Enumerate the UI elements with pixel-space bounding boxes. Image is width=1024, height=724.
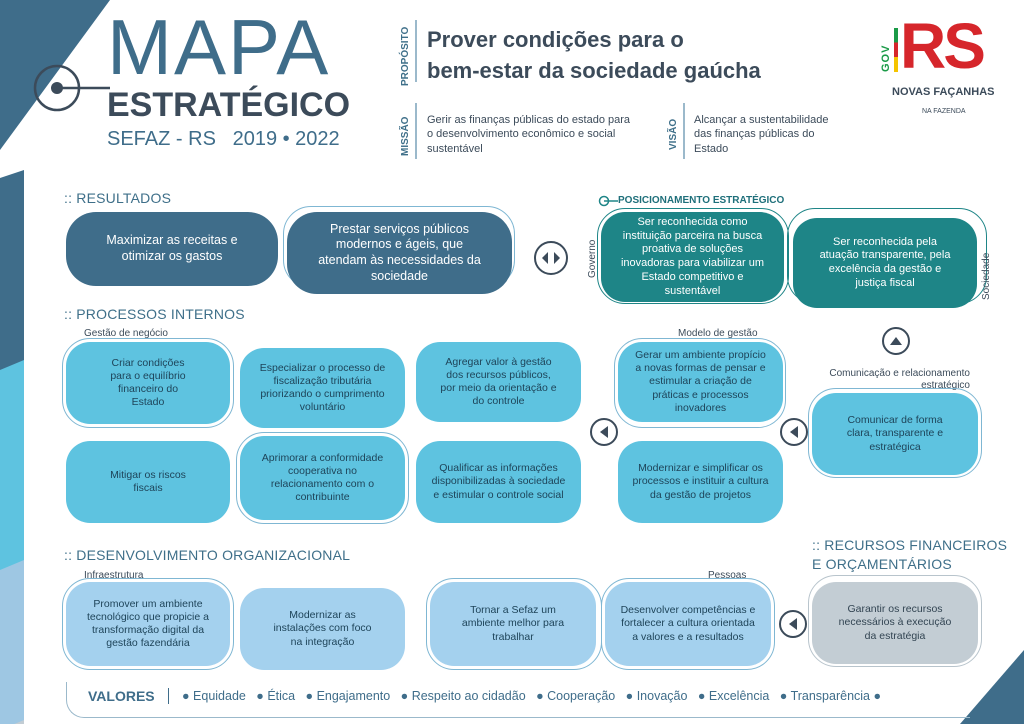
resultado-prestar-servicos: Prestar serviços públicos modernos e ágeis, que atendam às necessidades da sociedade (287, 212, 512, 294)
gestao-negocio-label: Gestão de negócio (84, 328, 168, 339)
valor-item: ● Ética (256, 689, 296, 703)
processo-qualificar-informacoes: Qualificar as informações disponibilizadas à sociedade e estimular o controle social (416, 441, 581, 523)
arrow-left-icon (590, 418, 618, 446)
visao-divider (683, 103, 685, 159)
proposito-line2: bem-estar da sociedade gaúcha (427, 58, 761, 83)
logo-flag-bar (894, 28, 898, 72)
posicionamento-parceira: Ser reconhecida como instituição parceira na busca proativa de soluções inovadoras para viabilizar um Estado competitivo e sustentável (601, 212, 784, 302)
arrow-left-icon-3 (779, 610, 807, 638)
visao-text: Alcançar a sustentabilidade das finanças públicas do Estado (694, 114, 829, 155)
resultados-title: :: RESULTADOS (64, 190, 172, 206)
target-small-icon (598, 195, 618, 207)
resultado-maximizar-receitas: Maximizar as receitas e otimizar os gastos (66, 212, 278, 286)
posicionamento-transparente: Ser reconhecida pela atuação transparente, pela excelência da gestão e justiça fiscal (793, 218, 977, 308)
gov-rs-logo (880, 10, 1010, 120)
processo-mitigar-riscos: Mitigar os riscos fiscais (66, 441, 230, 523)
desenvolvimento-ambiente-tecnologico: Promover um ambiente tecnológico que propicie a transformação digital da gestão fazendária (66, 582, 230, 666)
visao-label: VISÃO (668, 118, 679, 150)
valor-item: ● Respeito ao cidadão (400, 689, 526, 703)
arrow-up-icon (882, 327, 910, 355)
sociedade-label: Sociedade (981, 252, 992, 300)
logo-gov-text: GOV (880, 44, 892, 72)
processo-comunicar: Comunicar de forma clara, transparente e estratégica (812, 393, 978, 475)
valores-list (182, 689, 881, 703)
swap-arrows-icon (533, 240, 569, 276)
page-title: MAPA (107, 3, 331, 91)
proposito-line1: Prover condições para o (427, 27, 684, 52)
processo-equilibrio-financeiro: Criar condições para o equilíbrio financeiro do Estado (66, 342, 230, 424)
org-years: SEFAZ - RS 2019 • 2022 (107, 128, 340, 150)
target-icon (30, 63, 110, 113)
missao-label: MISSÃO (400, 116, 411, 156)
processo-fiscalizacao: Especializar o processo de fiscalização tributária priorizando o cumprimento voluntário (240, 348, 405, 428)
desenvolvimento-title: :: DESENVOLVIMENTO ORGANIZACIONAL (64, 547, 351, 563)
desenvolvimento-competencias: Desenvolver competências e fortalecer a cultura orientada a valores e a resultados (605, 582, 771, 666)
processo-ambiente-inovador: Gerar um ambiente propício a novas formas de pensar e estimular a criação de práticas e processos inovadores (618, 342, 783, 422)
valor-item: ● Transparência ● (779, 689, 882, 703)
processo-modernizar-processos: Modernizar e simplificar os processos e instituir a cultura da gestão de projetos (618, 441, 783, 523)
logo-sub: NA FAZENDA (922, 108, 966, 115)
processo-conformidade: Aprimorar a conformidade cooperativa no relacionamento com o contribuinte (240, 436, 405, 520)
valores-label: VALORES (88, 688, 155, 704)
pessoas-label: Pessoas (708, 570, 747, 581)
missao-divider (415, 103, 417, 159)
processo-agregar-valor: Agregar valor à gestão dos recursos públicos, por meio da orientação e do controle (416, 342, 581, 422)
desenvolvimento-modernizar-instalacoes: Modernizar as instalações com foco na integração (240, 588, 405, 670)
page-subtitle: ESTRATÉGICO (107, 86, 351, 124)
recursos-title-line2: E ORÇAMENTÁRIOS (812, 556, 952, 572)
valores-divider (168, 688, 169, 704)
logo-rs-text (900, 10, 983, 82)
modelo-gestao-label: Modelo de gestão (678, 328, 758, 339)
recursos-title-line1: :: RECURSOS FINANCEIROS (812, 537, 1008, 553)
infraestrutura-label: Infraestrutura (84, 570, 144, 581)
proposito-label: PROPÓSITO (400, 26, 411, 86)
logo-tagline: NOVAS FAÇANHAS (892, 86, 995, 98)
logo-rs: RS (900, 10, 983, 82)
desenvolvimento-tornar-sefaz: Tornar a Sefaz um ambiente melhor para trabalhar (430, 582, 596, 666)
recursos-garantir: Garantir os recursos necessários à execução da estratégia (812, 582, 978, 664)
processos-title: :: PROCESSOS INTERNOS (64, 306, 245, 322)
valor-item: ● Equidade (182, 689, 246, 703)
posicionamento-title: POSICIONAMENTO ESTRATÉGICO (618, 195, 785, 206)
valor-item: ● Engajamento (305, 689, 391, 703)
comunicacao-label-text: Comunicação e relacionamento estratégico (829, 368, 970, 391)
valor-item: ● Inovação (625, 689, 688, 703)
valor-item: ● Cooperação (536, 689, 616, 703)
side-stripe-decoration (0, 170, 24, 724)
governo-label: Governo (587, 239, 598, 278)
arrow-left-icon-2 (780, 418, 808, 446)
valor-item: ● Excelência (697, 689, 770, 703)
missao-text: Gerir as finanças públicas do estado para o desenvolvimento econômico e social sustentável (427, 114, 631, 155)
proposito-divider (415, 20, 417, 82)
